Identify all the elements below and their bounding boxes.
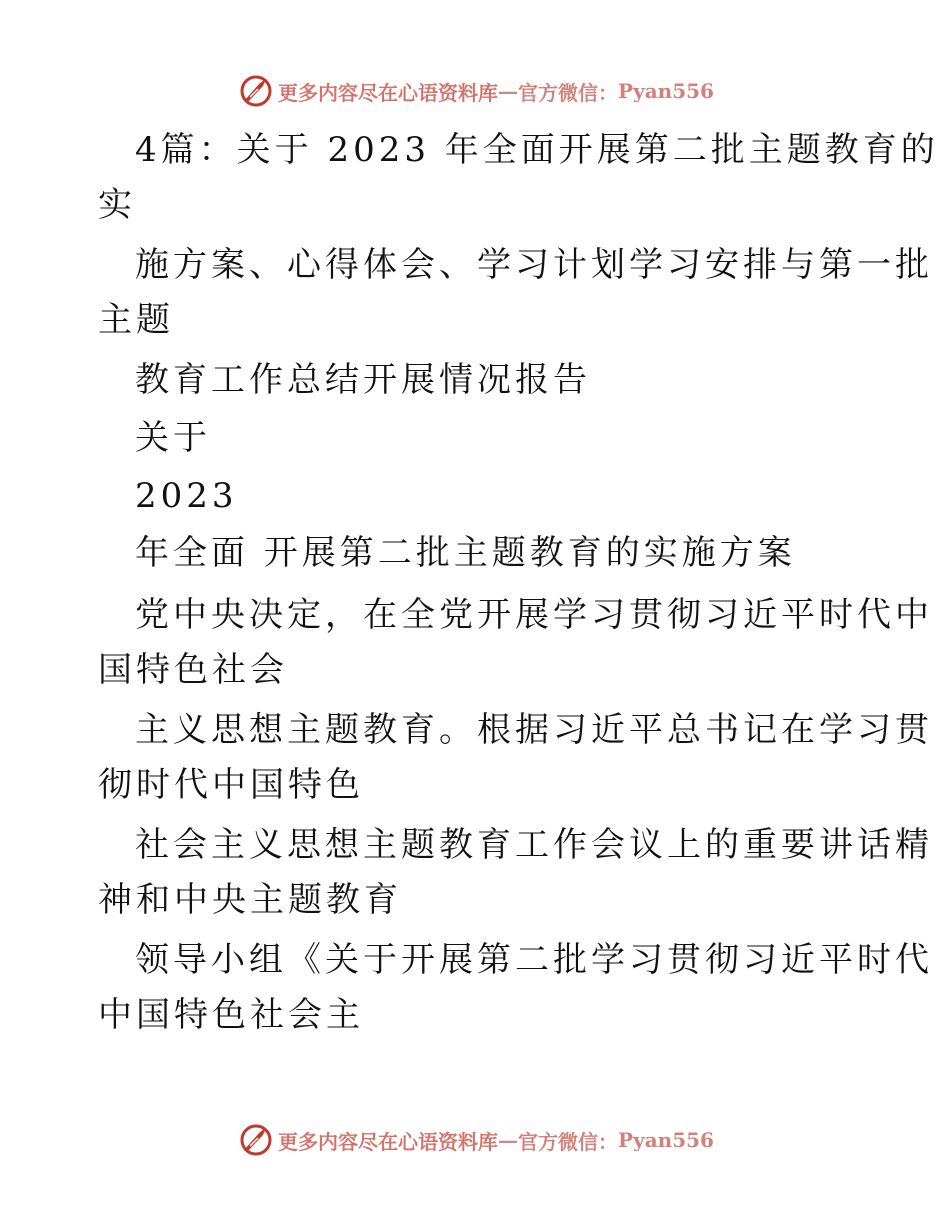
banner-dash: — <box>498 79 519 103</box>
text-line: 主义思想主题教育。根据习近平总书记在学习贯 <box>135 710 933 750</box>
banner-dash: — <box>498 1128 519 1152</box>
text-line: 施方案、心得体会、学习计划学习安排与第一批 <box>135 245 933 285</box>
text-line: 主题 <box>98 300 174 340</box>
banner-main-text: 更多内容尽在心语资料库 <box>278 1129 499 1154</box>
pen-nib-logo-icon <box>236 71 276 111</box>
text-line: 关于 <box>135 418 211 458</box>
text-line: 彻时代中国特色 <box>98 765 364 805</box>
banner-wechat-label: 官方微信： <box>518 1129 619 1154</box>
pen-nib-logo-icon <box>236 1120 276 1160</box>
header-watermark-banner <box>0 69 950 113</box>
text-line: 社会主义思想主题教育工作会议上的重要讲话精 <box>135 825 933 865</box>
banner-main-text: 更多内容尽在心语资料库 <box>278 80 499 105</box>
text-line: 党中央决定，在全党开展学习贯彻习近平时代中 <box>135 595 933 635</box>
text-line: 神和中央主题教育 <box>98 880 402 920</box>
text-line: 教育工作总结开展情况报告 <box>135 360 591 400</box>
text-line: 中国特色社会主 <box>98 995 364 1035</box>
footer-watermark-banner <box>0 1118 950 1162</box>
text-line: 领导小组《关于开展第二批学习贯彻习近平时代 <box>135 940 933 980</box>
text-line: 国特色社会 <box>98 650 288 690</box>
text-line: 4篇：关于 2023 年全面开展第二批主题教育的 <box>135 130 939 170</box>
text-line: 年全面 开展第二批主题教育的实施方案 <box>135 533 796 573</box>
banner-wechat-id: Pyan556 <box>618 79 714 103</box>
text-line: 实 <box>98 185 136 225</box>
banner-wechat-id: Pyan556 <box>618 1128 714 1152</box>
banner-wechat-label: 官方微信： <box>518 80 619 105</box>
text-line: 2023 <box>135 476 238 516</box>
